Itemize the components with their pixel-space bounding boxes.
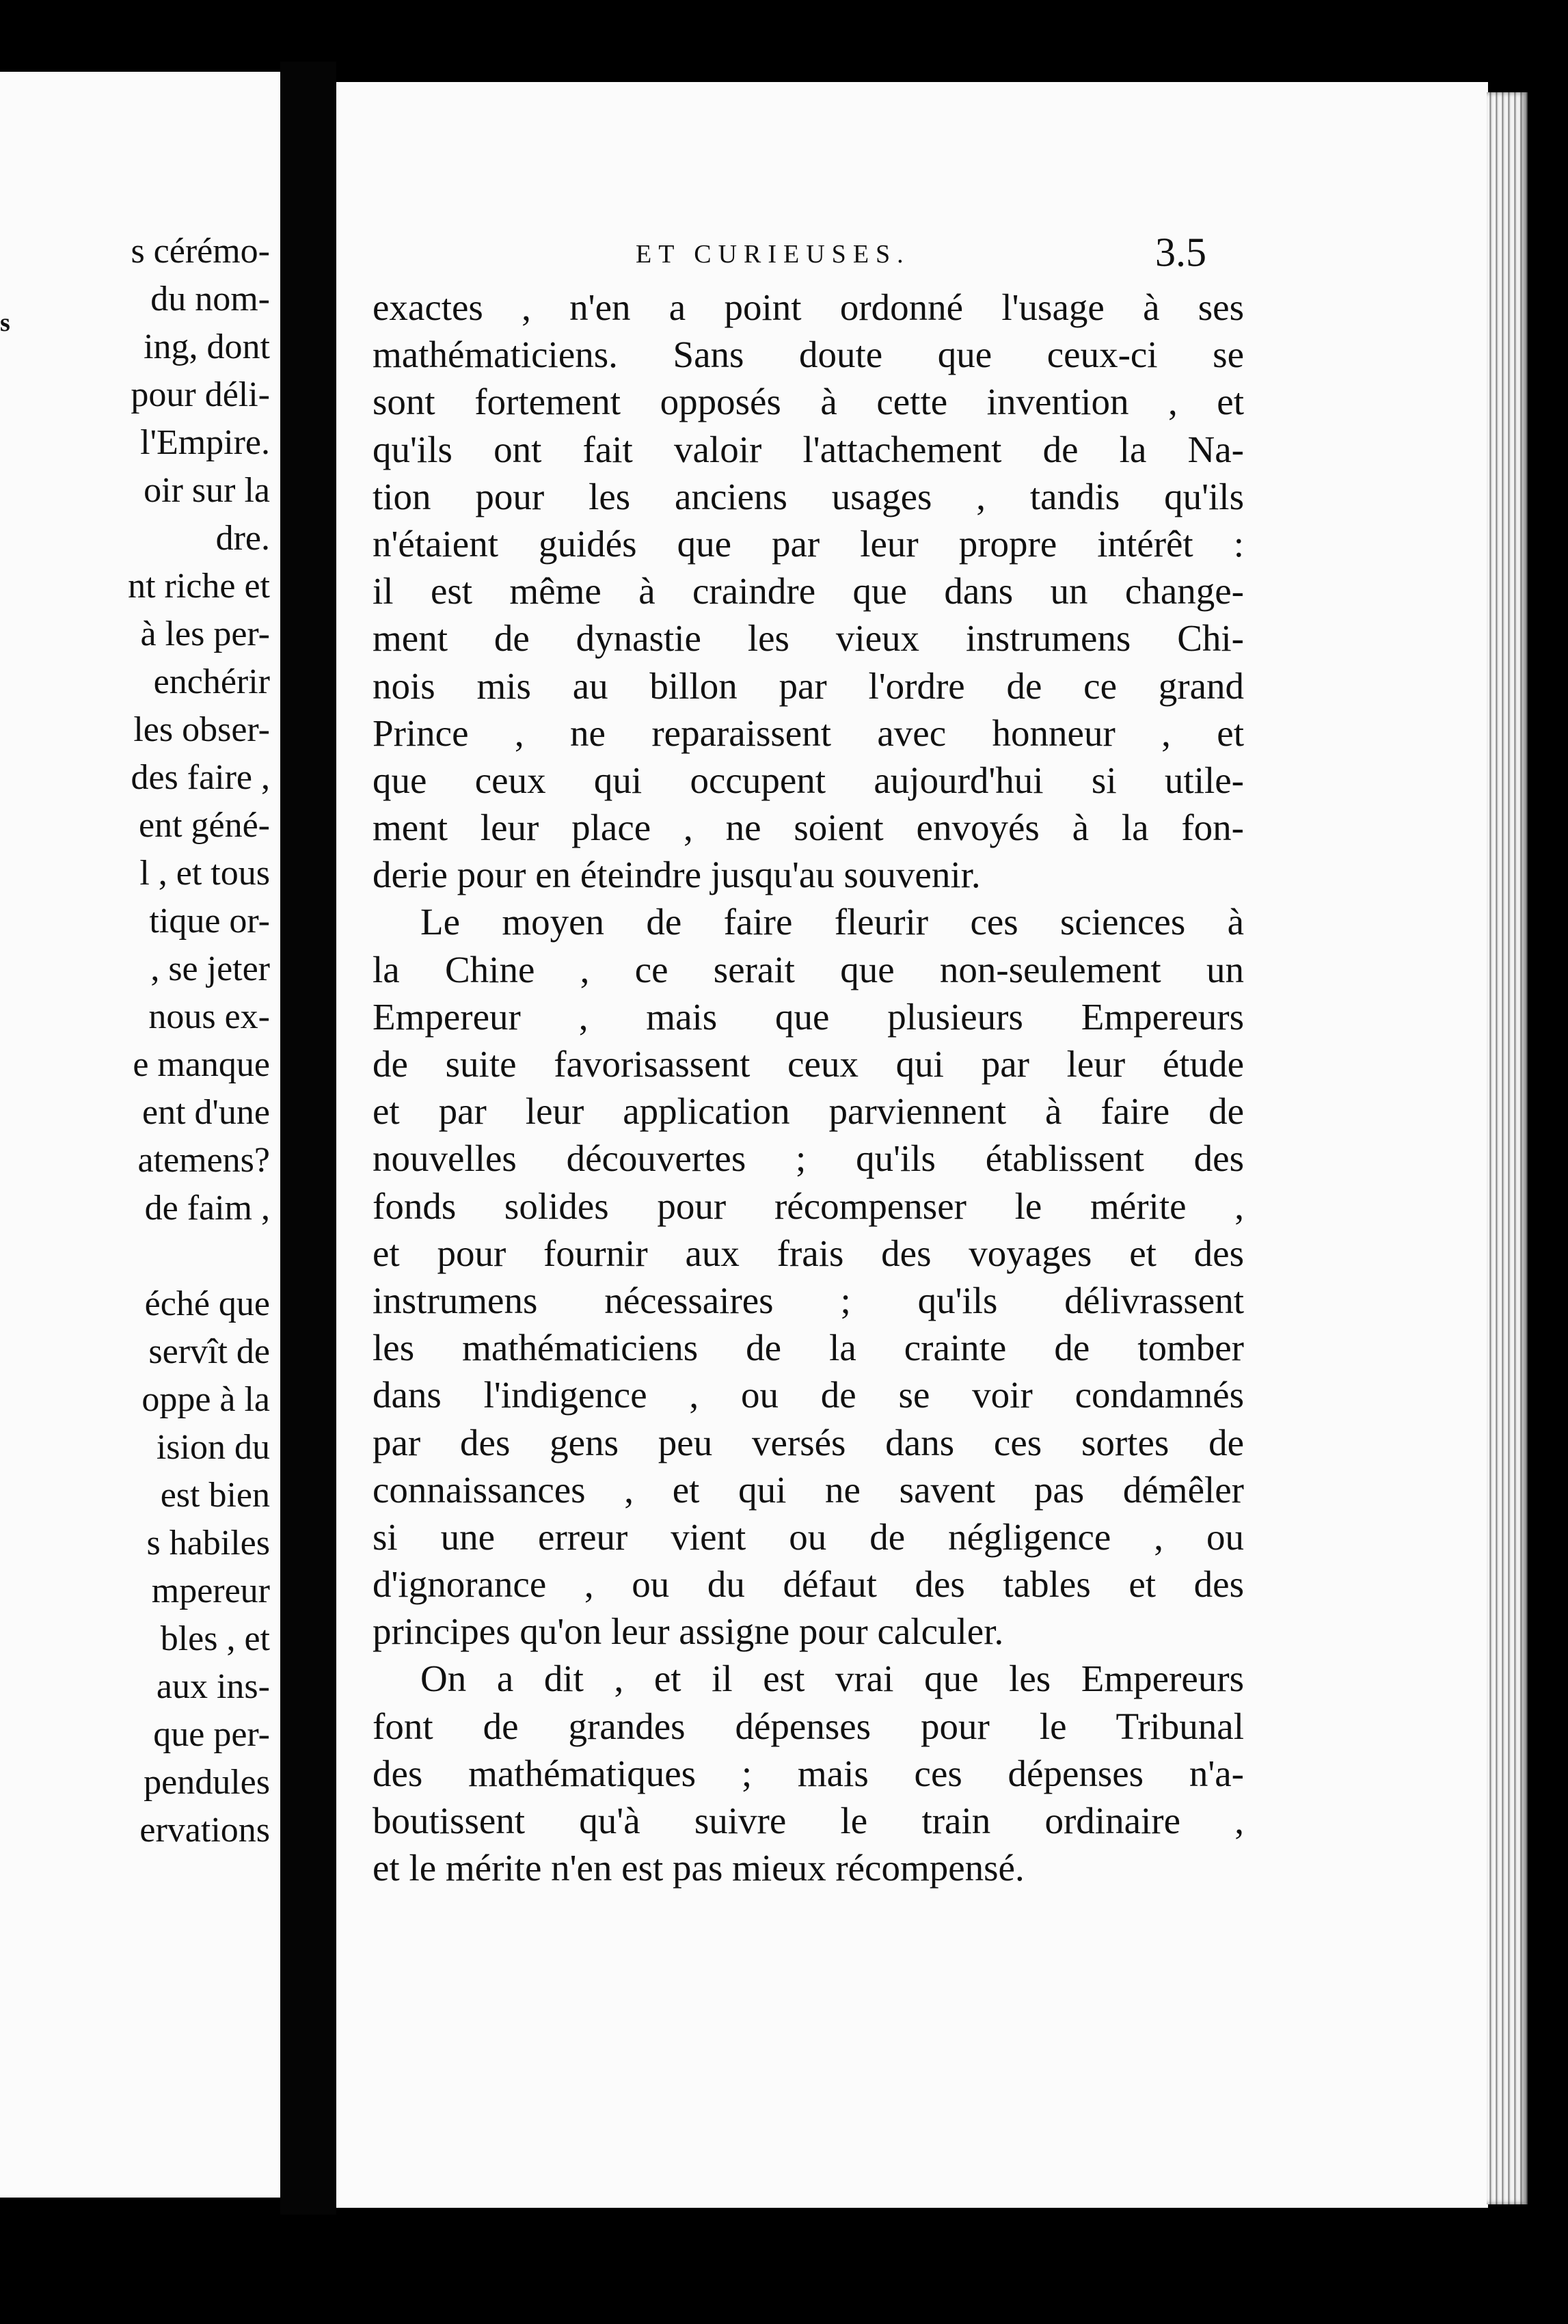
left-page-line: du nom- (150, 280, 270, 319)
text-line: Prince , ne reparaissent avec honneur , et (373, 712, 1244, 754)
left-page-line: pendules (144, 1763, 270, 1802)
left-page-line: tique or- (149, 902, 270, 941)
left-page-text (0, 228, 270, 1854)
left-page-line: ent géné- (138, 806, 270, 845)
left-page-line: e manque (133, 1045, 270, 1084)
text-line: la Chine , ce serait que non-seulement un (373, 948, 1244, 990)
text-line: qu'ils ont fait valoir l'attachement de la Na- (373, 428, 1244, 470)
page-number: 3.5 (1155, 230, 1206, 275)
text-line: sont fortement opposés à cette invention , et (373, 381, 1244, 423)
text-line: dans l'indigence , ou de se voir condamnés (373, 1374, 1244, 1416)
paragraph (373, 898, 1244, 1655)
text-line: nouvelles découvertes ; qu'ils établissent des (373, 1137, 1244, 1180)
left-page-line: oir sur la (144, 471, 270, 510)
left-page-line: ing, dont (144, 327, 270, 366)
left-page-line: à les per- (140, 614, 270, 653)
text-line: fonds solides pour récompenser le mérite , (373, 1185, 1244, 1227)
left-page-line: s habiles (146, 1524, 270, 1563)
left-page-line: servît de (148, 1332, 270, 1371)
text-line: derie pour en éteindre jusqu'au souvenir. (373, 854, 981, 896)
left-page-line: nous ex- (148, 997, 270, 1036)
left-page-line: ervations (139, 1811, 270, 1850)
left-page-line: l'Empire. (140, 423, 270, 462)
running-head: ET CURIEUSES. (636, 240, 910, 269)
text-line: si une erreur vient ou de négligence , ou (373, 1515, 1244, 1558)
text-line: les mathématiciens de la crainte de tomber (373, 1327, 1244, 1369)
left-page-line: est bien (160, 1476, 270, 1515)
left-page-line: aux ins- (156, 1667, 270, 1706)
text-line: d'ignorance , ou du défaut des tables et des (373, 1563, 1244, 1606)
book-gutter (280, 62, 336, 2215)
text-line: exactes , n'en a point ordonné l'usage à ses (373, 286, 1244, 328)
text-line: instrumens nécessaires ; qu'ils délivrassent (373, 1279, 1244, 1321)
text-line: mathématiciens. Sans doute que ceux-ci se (373, 334, 1244, 376)
left-page-line: ent d'une (142, 1093, 270, 1132)
page-edge (1487, 92, 1528, 2204)
left-page (0, 72, 280, 2198)
text-line: tion pour les anciens usages , tandis qu'ils (373, 475, 1244, 517)
text-line: ment de dynastie les vieux instrumens Chi- (373, 617, 1244, 660)
left-page-line: éché que (144, 1284, 270, 1323)
text-line: et pour fournir aux frais des voyages et des (373, 1232, 1244, 1274)
left-page-header-fragment: s (0, 308, 13, 337)
text-line: de suite favorisassent ceux qui par leur étude (373, 1043, 1244, 1085)
text-line: que ceux qui occupent aujourd'hui si utile- (373, 759, 1244, 801)
text-line: Le moyen de faire fleurir ces sciences à (420, 901, 1244, 943)
left-page-line: atemens? (137, 1141, 270, 1180)
text-line: boutissent qu'à suivre le train ordinaire , (373, 1800, 1244, 1841)
left-page-line: que per- (153, 1715, 270, 1754)
text-line: n'étaient guidés que par leur propre intérêt : (373, 522, 1244, 565)
left-page-line: l , et tous (139, 854, 270, 893)
text-line: font de grandes dépenses pour le Tribunal (373, 1705, 1244, 1747)
left-page-line: ision du (156, 1428, 270, 1467)
left-page-line: enchérir (153, 662, 270, 701)
text-line: On a dit , et il est vrai que les Empereurs (420, 1658, 1244, 1700)
body-text (373, 284, 1244, 1891)
text-line: principes qu'on leur assigne pour calculer. (373, 1610, 1004, 1653)
text-line: et le mérite n'en est pas mieux récompensé. (373, 1847, 1025, 1889)
left-page-line: , se jeter (150, 949, 270, 988)
text-line: ment leur place , ne soient envoyés à la fon- (373, 807, 1244, 849)
left-page-line: de faim , (144, 1189, 270, 1228)
left-page-line: oppe à la (141, 1380, 270, 1419)
paragraph (373, 284, 1244, 898)
left-page-line: bles , et (160, 1619, 270, 1658)
left-page-line: des faire , (131, 758, 270, 797)
left-page-line: s cérémo- (131, 232, 270, 271)
text-line: des mathématiques ; mais ces dépenses n'a- (373, 1752, 1244, 1794)
left-page-line: pour déli- (131, 375, 270, 414)
paragraph (373, 1655, 1244, 1891)
left-page-line: mpereur (151, 1571, 270, 1610)
left-page-line: dre. (215, 519, 270, 558)
text-line: et par leur application parviennent à faire de (373, 1090, 1244, 1133)
left-page-line (0, 1232, 270, 1280)
text-line: Empereur , mais que plusieurs Empereurs (373, 995, 1244, 1038)
left-page-line: nt riche et (128, 567, 270, 606)
text-line: il est même à craindre que dans un change- (373, 570, 1244, 612)
text-line: nois mis au billon par l'ordre de ce grand (373, 664, 1244, 707)
text-line: connaissances , et qui ne savent pas démêler (373, 1468, 1244, 1511)
left-page-line: les obser- (133, 710, 270, 749)
text-line: par des gens peu versés dans ces sortes de (373, 1421, 1244, 1463)
